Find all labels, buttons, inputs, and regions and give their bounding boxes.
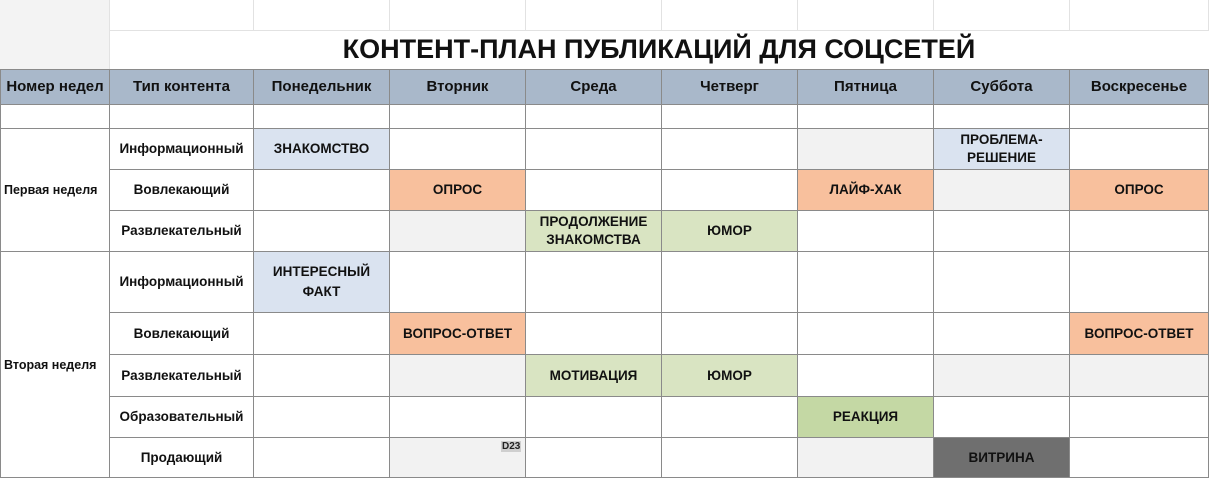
table-cell[interactable]: [390, 252, 526, 313]
cell-w2-eng-sun[interactable]: ВОПРОС-ОТВЕТ: [1070, 313, 1209, 355]
grid-cell[interactable]: [934, 0, 1070, 31]
header-tuesday[interactable]: Вторник: [390, 69, 526, 105]
week-label-second[interactable]: Вторая неделя: [0, 252, 110, 478]
table-cell[interactable]: [798, 252, 934, 313]
type-educational[interactable]: Образовательный: [110, 397, 254, 438]
table-cell[interactable]: [798, 438, 934, 478]
table-cell[interactable]: [390, 355, 526, 397]
table-cell[interactable]: [254, 438, 390, 478]
table-cell[interactable]: [934, 252, 1070, 313]
cell-w1-info-mon[interactable]: ЗНАКОМСТВО: [254, 129, 390, 170]
table-cell[interactable]: [526, 397, 662, 438]
table-cell[interactable]: [662, 438, 798, 478]
table-cell[interactable]: [934, 105, 1070, 129]
type-selling[interactable]: Продающий: [110, 438, 254, 478]
cell-w1-ent-thu[interactable]: ЮМОР: [662, 211, 798, 252]
table-cell[interactable]: [662, 313, 798, 355]
table-cell[interactable]: [526, 313, 662, 355]
header-sunday[interactable]: Воскресенье: [1070, 69, 1209, 105]
table-cell[interactable]: [798, 211, 934, 252]
cell-w2-info-mon[interactable]: ИНТЕРЕСНЫЙ ФАКТ: [254, 252, 390, 313]
table-cell[interactable]: [662, 129, 798, 170]
cell-w2-eng-tue[interactable]: ВОПРОС-ОТВЕТ: [390, 313, 526, 355]
table-cell[interactable]: [254, 105, 390, 129]
table-cell[interactable]: [254, 355, 390, 397]
cell-w2-ent-thu[interactable]: ЮМОР: [662, 355, 798, 397]
grid-cell[interactable]: [0, 0, 110, 70]
table-cell[interactable]: [934, 313, 1070, 355]
grid-cell[interactable]: [1070, 0, 1209, 31]
cell-w1-info-sat[interactable]: ПРОБЛЕМА-РЕШЕНИЕ: [934, 129, 1070, 170]
table-cell[interactable]: [0, 105, 110, 129]
table-cell[interactable]: [1070, 252, 1209, 313]
table-cell[interactable]: [1070, 105, 1209, 129]
table-cell[interactable]: [1070, 438, 1209, 478]
table-cell[interactable]: [254, 397, 390, 438]
type-entertaining[interactable]: Развлекательный: [110, 355, 254, 397]
table-cell[interactable]: [662, 397, 798, 438]
table-cell[interactable]: [110, 105, 254, 129]
table-cell[interactable]: [1070, 211, 1209, 252]
cell-w2-sell-sat[interactable]: ВИТРИНА: [934, 438, 1070, 478]
header-thursday[interactable]: Четверг: [662, 69, 798, 105]
cell-w1-eng-sun[interactable]: ОПРОС: [1070, 170, 1209, 211]
cell-w2-edu-fri[interactable]: РЕАКЦИЯ: [798, 397, 934, 438]
table-cell[interactable]: [798, 313, 934, 355]
table-cell[interactable]: [390, 211, 526, 252]
table-cell[interactable]: [1070, 355, 1209, 397]
header-monday[interactable]: Понедельник: [254, 69, 390, 105]
type-informational[interactable]: Информационный: [110, 252, 254, 313]
table-cell[interactable]: [390, 397, 526, 438]
table-cell[interactable]: [934, 397, 1070, 438]
table-cell[interactable]: [254, 313, 390, 355]
table-cell[interactable]: [934, 170, 1070, 211]
table-cell[interactable]: [526, 105, 662, 129]
table-cell[interactable]: [390, 129, 526, 170]
grid-cell[interactable]: [110, 0, 254, 31]
grid-cell[interactable]: [526, 0, 662, 31]
table-cell[interactable]: [254, 211, 390, 252]
table-cell[interactable]: [798, 105, 934, 129]
table-cell[interactable]: [934, 355, 1070, 397]
grid-cell[interactable]: [390, 0, 526, 31]
table-cell[interactable]: [1070, 129, 1209, 170]
cell-w2-ent-wed[interactable]: МОТИВАЦИЯ: [526, 355, 662, 397]
type-engaging[interactable]: Вовлекающий: [110, 313, 254, 355]
table-cell[interactable]: [662, 105, 798, 129]
cell-w1-eng-fri[interactable]: ЛАЙФ-ХАК: [798, 170, 934, 211]
header-saturday[interactable]: Суббота: [934, 69, 1070, 105]
cell-w1-ent-wed[interactable]: ПРОДОЛЖЕНИЕ ЗНАКОМСТВА: [526, 211, 662, 252]
page-title: КОНТЕНТ-ПЛАН ПУБЛИКАЦИЙ ДЛЯ СОЦСЕТЕЙ: [342, 33, 976, 64]
table-cell[interactable]: [798, 129, 934, 170]
table-cell[interactable]: [798, 355, 934, 397]
table-cell[interactable]: [662, 252, 798, 313]
header-friday[interactable]: Пятница: [798, 69, 934, 105]
type-informational[interactable]: Информационный: [110, 129, 254, 170]
table-cell[interactable]: [1070, 397, 1209, 438]
table-cell[interactable]: [526, 129, 662, 170]
grid-cell[interactable]: [662, 0, 798, 31]
table-cell[interactable]: [390, 105, 526, 129]
table-cell[interactable]: [526, 438, 662, 478]
grid-cell[interactable]: [798, 0, 934, 31]
header-wednesday[interactable]: Среда: [526, 69, 662, 105]
grid-cell[interactable]: [254, 0, 390, 31]
table-cell[interactable]: [526, 170, 662, 211]
table-cell[interactable]: [254, 170, 390, 211]
cell-w1-eng-tue[interactable]: ОПРОС: [390, 170, 526, 211]
type-engaging[interactable]: Вовлекающий: [110, 170, 254, 211]
table-cell[interactable]: [526, 252, 662, 313]
header-week-number[interactable]: Номер недел: [0, 69, 110, 105]
week-label-first[interactable]: Первая неделя: [0, 129, 110, 252]
header-content-type[interactable]: Тип контента: [110, 69, 254, 105]
type-entertaining[interactable]: Развлекательный: [110, 211, 254, 252]
cell-reference-tooltip: D23: [502, 441, 521, 452]
table-cell[interactable]: [934, 211, 1070, 252]
table-cell[interactable]: [662, 170, 798, 211]
